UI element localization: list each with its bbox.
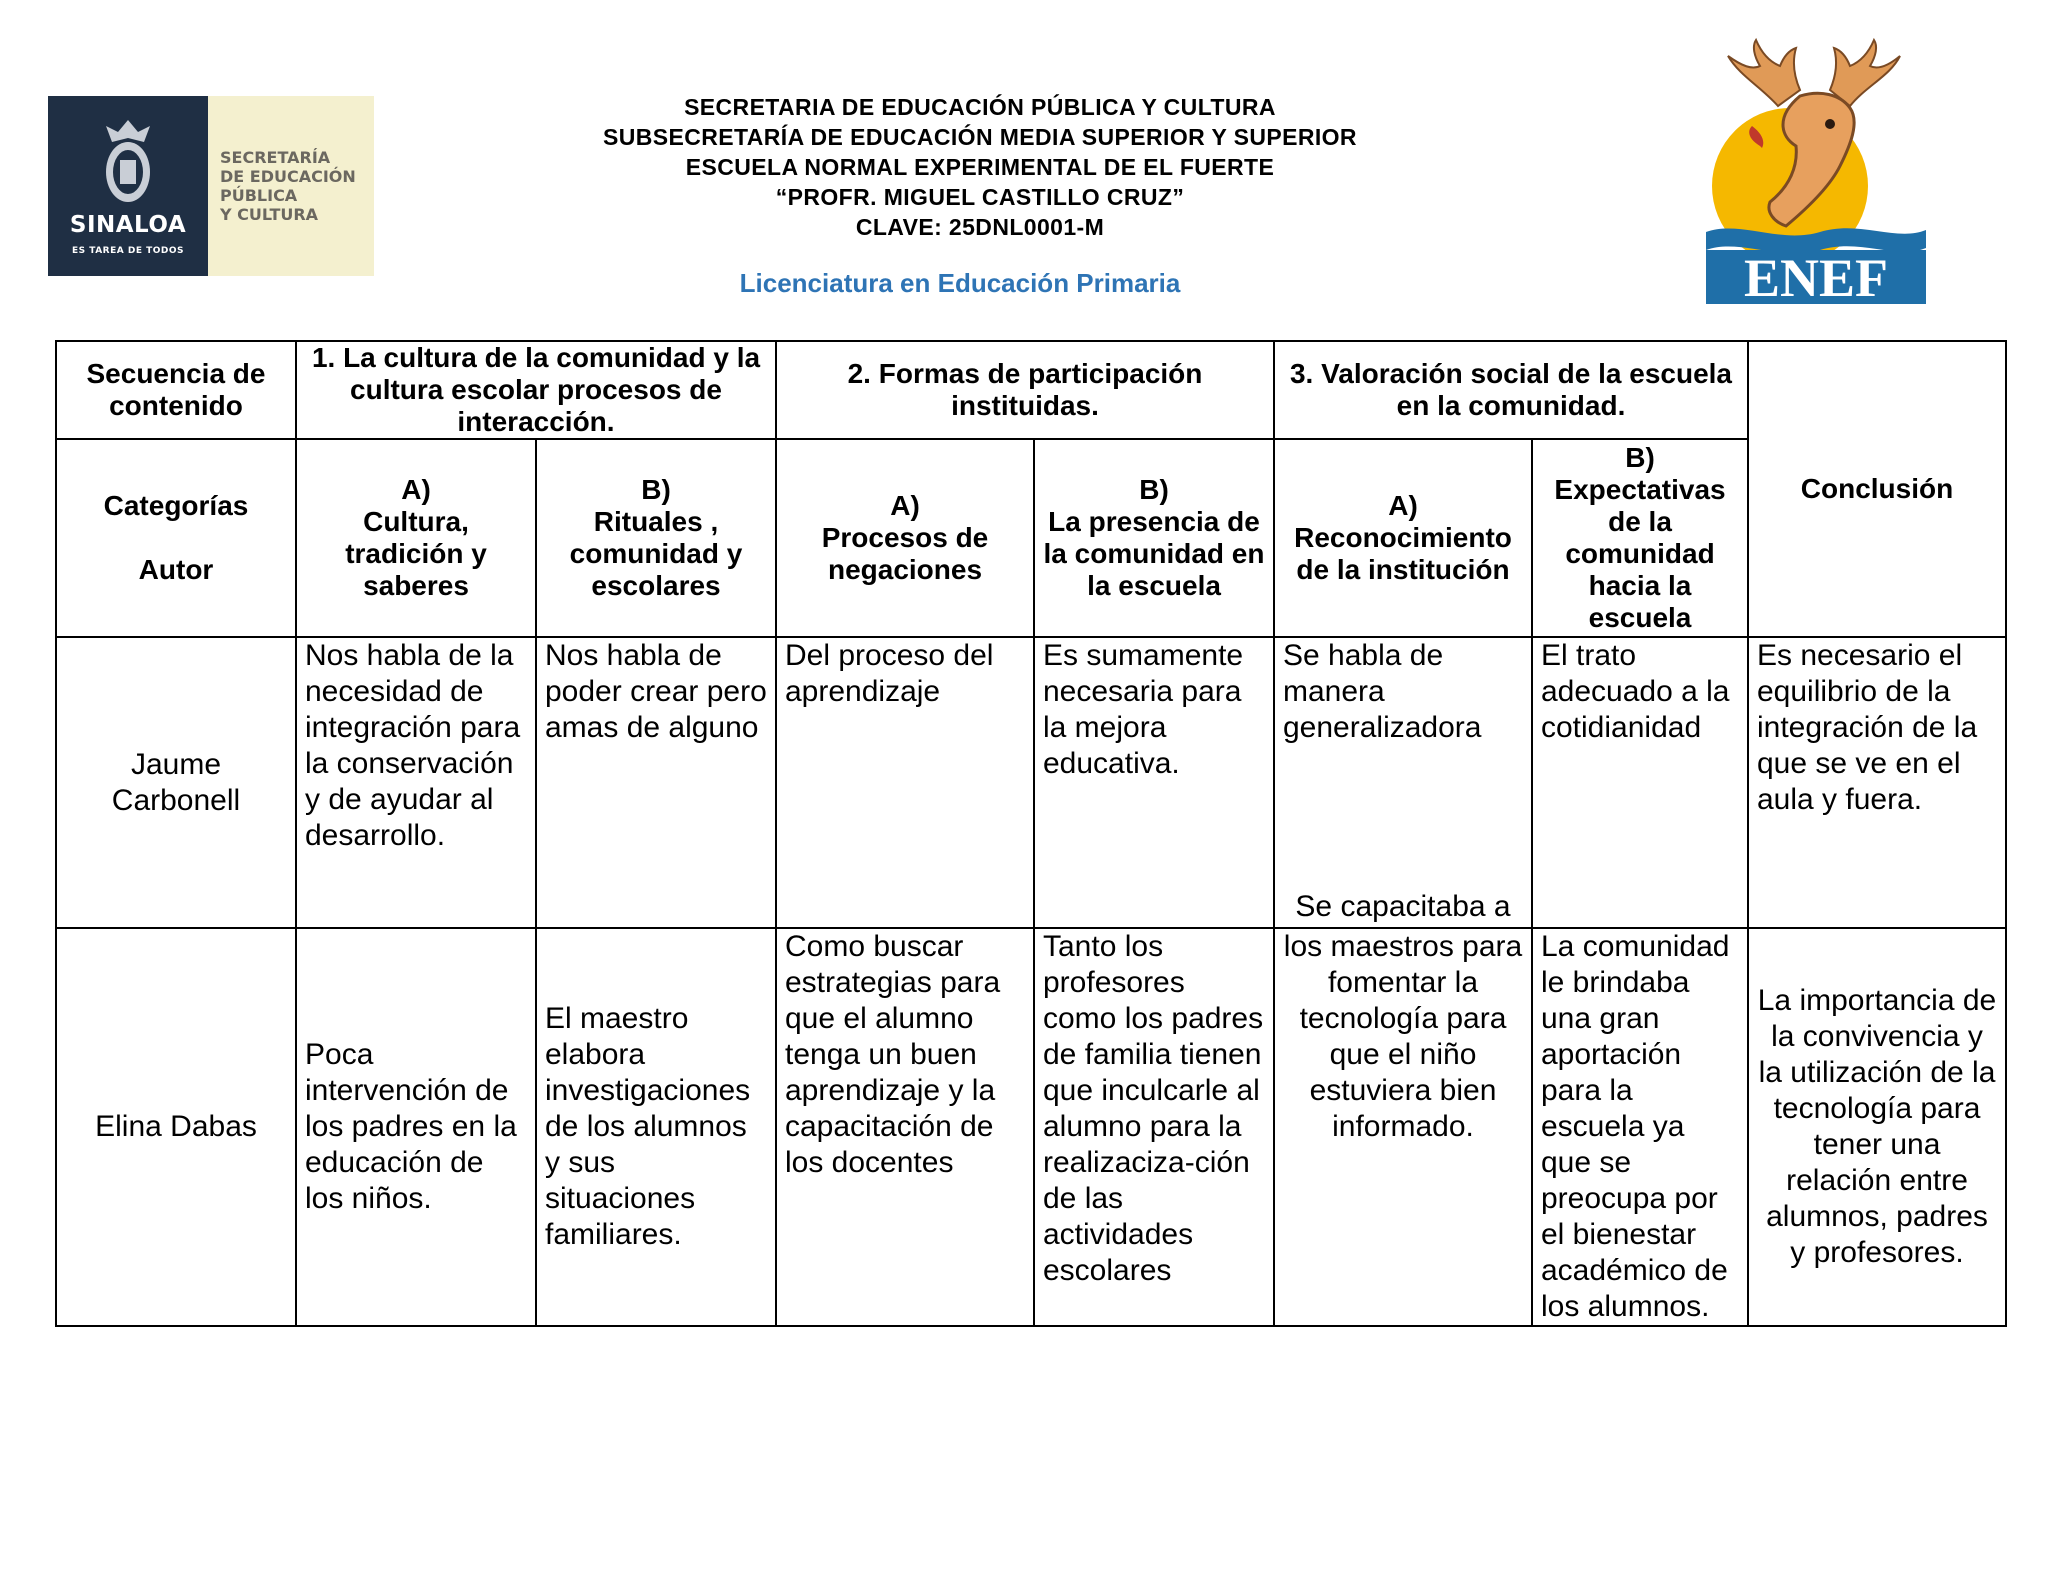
subcategory-letter: A) <box>890 490 920 521</box>
subcategory-header <box>1532 439 1748 637</box>
subcategory-header <box>1274 439 1532 637</box>
sinaloa-slogan: ES TAREA DE TODOS <box>72 246 184 256</box>
topic1-header: 1. La cultura de la comunidad y la cultura escolar procesos de interacción. <box>296 341 776 439</box>
author-cell: Jaume Carbonell <box>56 637 296 928</box>
cell-text: Se habla de manera generalizadora <box>1283 639 1482 744</box>
subcategory-title: Cultura, tradición y saberes <box>345 506 487 601</box>
subcategory-letter: B) <box>641 474 671 505</box>
author-cell: Elina Dabas <box>56 928 296 1326</box>
sinaloa-wordmark: SINALOA <box>69 212 187 238</box>
topic2-header: 2. Formas de participación instituidas. <box>776 341 1274 439</box>
content-table <box>55 340 2007 1327</box>
subcategory-title: La presencia de la comunidad en la escuela <box>1043 506 1265 601</box>
table-cell: La comunidad le brindaba una gran aportación para la escuela ya que se preocupa por el bienestar académico de los alumnos. <box>1532 928 1748 1326</box>
table-row <box>56 928 2006 1326</box>
subcategory-title: Reconocimiento de la institución <box>1294 522 1512 585</box>
table-row <box>56 637 2006 928</box>
categorias-autor-header <box>56 439 296 637</box>
table-cell <box>1274 637 1532 928</box>
header-line: ESCUELA NORMAL EXPERIMENTAL DE EL FUERTE <box>685 154 1275 180</box>
subcategory-header <box>776 439 1034 637</box>
topic-header-row <box>56 341 2006 439</box>
conclusion-header: Conclusión <box>1748 341 2006 637</box>
secuencia-header: Secuencia de contenido <box>56 341 296 439</box>
enef-text: ENEF <box>1743 248 1889 306</box>
enef-deer-logo-icon <box>1700 36 1932 306</box>
sinaloa-logo-panel <box>48 96 208 276</box>
cell-continuation-text: Se capacitaba a <box>1295 890 1511 923</box>
state-seal-icon <box>98 116 158 208</box>
subcategory-title: Expectativas de la comunidad hacia la escuela <box>1554 474 1726 633</box>
subcategory-header <box>1034 439 1274 637</box>
subcategory-header <box>536 439 776 637</box>
institution-header <box>560 92 1400 242</box>
secretaria-logo-panel <box>208 96 374 276</box>
subcategory-letter: B) <box>1139 474 1169 505</box>
program-title: Licenciatura en Educación Primaria <box>739 268 1181 298</box>
table-cell: Nos habla de poder crear pero amas de alguno <box>536 637 776 928</box>
table-cell: Como buscar estrategias para que el alumno tenga un buen aprendizaje y la capacitación de los docentes <box>776 928 1034 1326</box>
table-cell: Del proceso del aprendizaje <box>776 637 1034 928</box>
autor-label: Autor <box>138 554 214 585</box>
table-cell: Tanto los profesores como los padres de familia tienen que inculcarle al alumno para la realizaciza-ción de las actividades escolares <box>1034 928 1274 1326</box>
header-line: SUBSECRETARÍA DE EDUCACIÓN MEDIA SUPERIOR Y SUPERIOR <box>603 124 1357 150</box>
sinaloa-logo <box>48 96 374 276</box>
table-cell: Es sumamente necesaria para la mejora educativa. <box>1034 637 1274 928</box>
subcategory-title: Rituales , comunidad y escolares <box>569 506 743 601</box>
categorias-label: Categorías <box>103 490 249 521</box>
header-line: CLAVE: 25DNL0001-M <box>855 214 1105 240</box>
subcategory-header <box>296 439 536 637</box>
table-cell: El maestro elabora investigaciones de los alumnos y sus situaciones familiares. <box>536 928 776 1326</box>
secretaria-line: DE EDUCACIÓN <box>220 167 356 186</box>
secretaria-line: Y CULTURA <box>220 205 319 224</box>
category-header-row <box>56 439 2006 637</box>
table-cell: El trato adecuado a la cotidianidad <box>1532 637 1748 928</box>
topic3-header: 3. Valoración social de la escuela en la comunidad. <box>1274 341 1748 439</box>
table-cell: Es necesario el equilibrio de la integración de la que se ve en el aula y fuera. <box>1748 637 2006 928</box>
subcategory-title: Procesos de negaciones <box>821 522 989 585</box>
secretaria-line: PÚBLICA <box>220 186 298 205</box>
header-line: SECRETARIA DE EDUCACIÓN PÚBLICA Y CULTURA <box>684 94 1276 120</box>
table-cell: La importancia de la convivencia y la utilización de la tecnología para tener una relación entre alumnos, padres y profesores. <box>1748 928 2006 1326</box>
subcategory-letter: B) <box>1625 442 1655 473</box>
table-cell: Poca intervención de los padres en la educación de los niños. <box>296 928 536 1326</box>
subcategory-letter: A) <box>1388 490 1418 521</box>
table-cell: Nos habla de la necesidad de integración para la conservación y de ayudar al desarrollo. <box>296 637 536 928</box>
subcategory-letter: A) <box>401 474 431 505</box>
table-cell: los maestros para fomentar la tecnología para que el niño estuviera bien informado. <box>1274 928 1532 1326</box>
secretaria-line: SECRETARÍA <box>220 148 331 167</box>
header-line: “PROFR. MIGUEL CASTILLO CRUZ” <box>775 184 1185 210</box>
